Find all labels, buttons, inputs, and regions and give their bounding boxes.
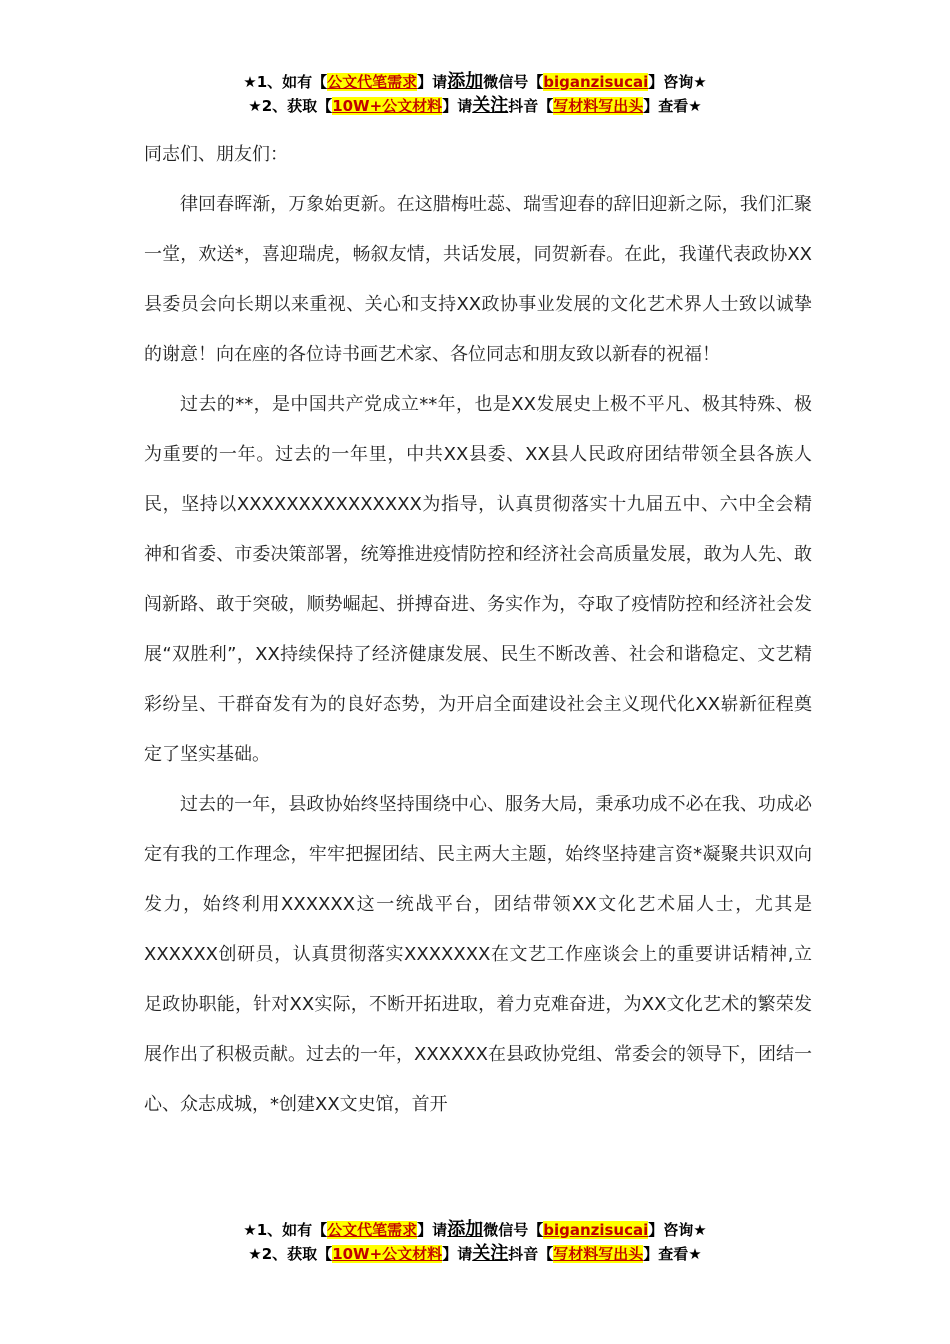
banner-text: 】请 (417, 73, 448, 91)
banner-text: 微信号【 (483, 1221, 544, 1239)
banner-text: 】查看★ (643, 97, 702, 115)
highlight-text: 公文代笔需求 (327, 1221, 418, 1239)
banner-text: 抖音【 (508, 1245, 554, 1263)
paragraph: 律回春晖渐，万象始更新。在这腊梅吐蕊、瑞雪迎春的辞旧迎新之际，我们汇聚一堂，欢送*，喜迎瑞虎，畅叙友情，共话发展，同贺新春。在此，我谨代表政协XX县委员会向长期以来重视、关心和支持XX政协事业发展的文化艺术界人士致以诚挚的谢意！向在座的各位诗书画艺术家、各位同志和朋友致以新春的祝福！ (144, 194, 812, 365)
footer-banner (0, 1218, 950, 1266)
emphasis-text: 添加 (447, 1219, 484, 1240)
banner-text: 】咨询★ (648, 73, 707, 91)
wechat-id: biganzisucai (543, 1221, 649, 1239)
banner-text: 抖音【 (508, 97, 554, 115)
emphasis-text: 添加 (447, 71, 484, 92)
banner-line-2 (0, 94, 950, 118)
banner-text: 】咨询★ (648, 1221, 707, 1239)
banner-text: 】查看★ (643, 1245, 702, 1263)
salutation: 同志们、朋友们： (144, 144, 288, 165)
banner-line-1 (0, 70, 950, 94)
banner-text: 】请 (417, 1221, 448, 1239)
banner-text: 微信号【 (483, 73, 544, 91)
banner-text: ★2、获取【 (248, 1245, 333, 1263)
emphasis-text: 关注 (472, 1243, 509, 1264)
wechat-id: biganzisucai (543, 73, 649, 91)
highlight-text: 公文代笔需求 (327, 73, 418, 91)
banner-text: 】请 (442, 1245, 473, 1263)
paragraph: 过去的一年，县政协始终坚持围绕中心、服务大局，秉承功成不必在我、功成必定有我的工作理念，牢牢把握团结、民主两大主题，始终坚持建言资*凝聚共识双向发力，始终利用XXXXXX这一统战平台，团结带领XX文化艺术届人士，尤其是XXXXXX创研员，认真贯彻落实XXXXXXX在文艺工作座谈会上的重要讲话精神,立足政协职能，针对XX实际，不断开拓进取，着力克难奋进，为XX文化艺术的繁荣发展作出了积极贡献。过去的一年，XXXXXX在县政协党组、常委会的领导下，团结一心、众志成城，*创建XX文史馆，首开 (144, 794, 812, 1115)
douyin-account: 写材料写出头 (553, 97, 644, 115)
banner-text: ★2、获取【 (248, 97, 333, 115)
highlight-text: 10W+公文材料 (332, 1245, 443, 1263)
banner-line-2 (0, 1242, 950, 1266)
banner-line-1 (0, 1218, 950, 1242)
banner-text: ★1、如有【 (243, 1221, 328, 1239)
douyin-account: 写材料写出头 (553, 1245, 644, 1263)
paragraph: 过去的**，是中国共产党成立**年，也是XX发展史上极不平凡、极其特殊、极为重要的一年。过去的一年里，中共XX县委、XX县人民政府团结带领全县各族人民，坚持以XXXXXXXXXXXXXXX为指导，认真贯彻落实十九届五中、六中全会精神和省委、市委决策部署，统筹推进疫情防控和经济社会高质量发展，敢为人先、敢闯新路、敢于突破，顺势崛起、拼搏奋进、务实作为，夺取了疫情防控和经济社会发展“双胜利”，XX持续保持了经济健康发展、民生不断改善、社会和谐稳定、文艺精彩纷呈、干群奋发有为的良好态势，为开启全面建设社会主义现代化XX崭新征程奠定了坚实基础。 (144, 394, 812, 765)
emphasis-text: 关注 (472, 95, 509, 116)
highlight-text: 10W+公文材料 (332, 97, 443, 115)
banner-text: ★1、如有【 (243, 73, 328, 91)
banner-text: 】请 (442, 97, 473, 115)
header-banner (0, 70, 950, 118)
document-body (144, 130, 812, 1130)
